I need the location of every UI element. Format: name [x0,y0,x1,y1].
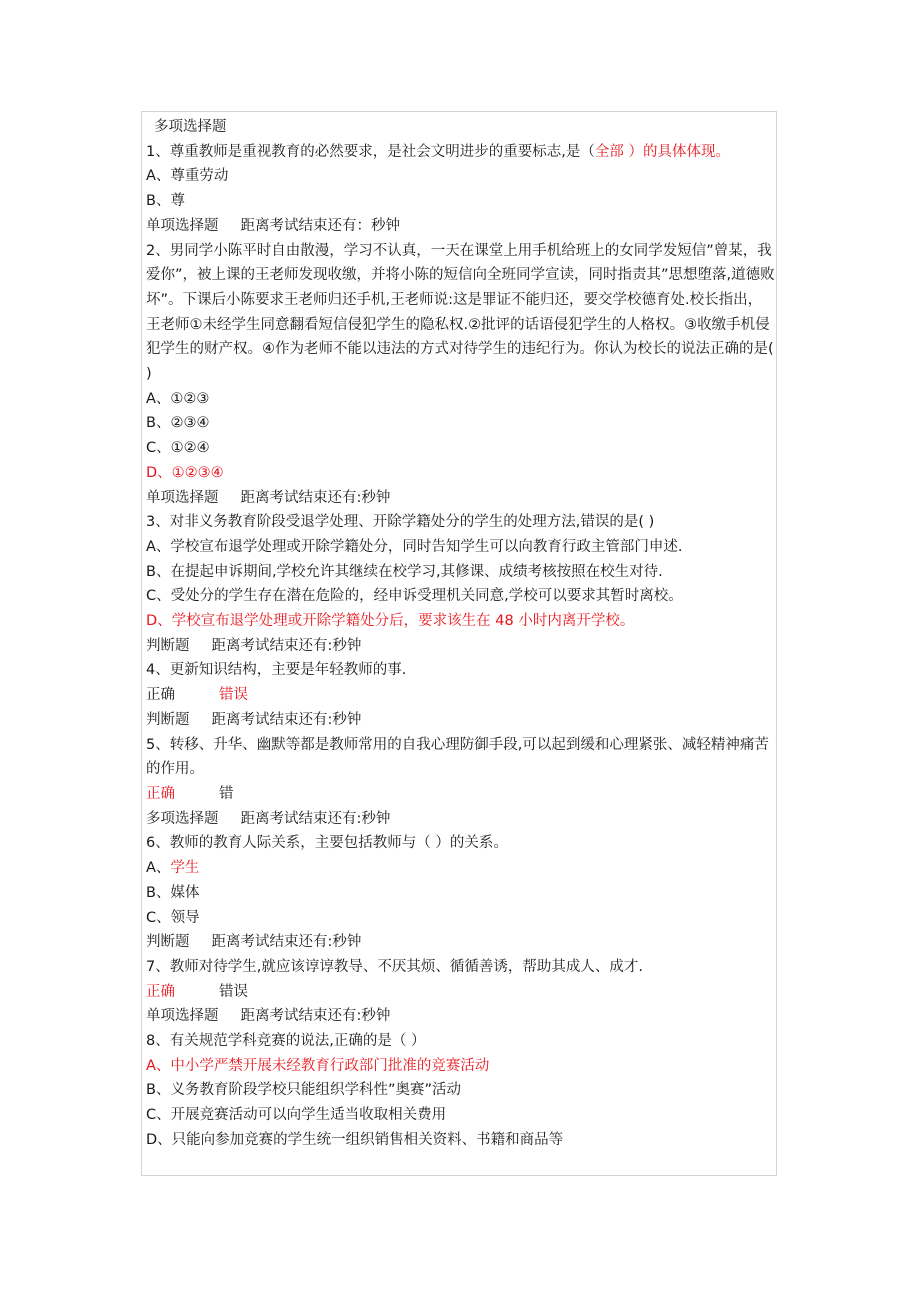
q7-stem: 7、教师对待学生,就应该谆谆教导、不厌其烦、循循善诱，帮助其成人、成才. [146,958,643,975]
q8-option-c: C、开展竞赛活动可以向学生适当收取相关费用 [146,1107,447,1124]
timer-text: 距离考试结束还有:秒钟 [240,489,391,506]
timer-text: 距离考试结束还有:秒钟 [240,1008,391,1025]
q3-option-c: C、受处分的学生存在潜在危险的，经申诉受理机关同意,学校可以要求其暂时离校。 [146,588,683,605]
q6-option-b: B、媒体 [146,884,200,901]
q1-option-a: A、尊重劳动 [146,168,229,185]
q1-stem-text: 1、尊重教师是重视教育的必然要求，是社会文明进步的重要标志,是（ [146,143,595,160]
question-type: 多项选择题 [146,810,219,827]
q4-option-true: 正确 [146,687,175,704]
q6-stem: 6、教师的教育人际关系，主要包括教师与（ ）的关系。 [146,835,508,852]
q5-option-false: 错 [219,785,234,802]
timer-text: 距离考试结束还有:秒钟 [211,637,362,654]
timer-row [146,708,776,733]
section-header: 多项选择题 [154,119,227,135]
q2-option-c: C、①②④ [146,440,210,457]
q2-option-b: B、②③④ [146,415,210,432]
q6-option-a [146,856,776,881]
question-type: 单项选择题 [146,1008,219,1025]
q3-stem: 3、对非义务教育阶段受退学处理、开除学籍处分的学生的处理方法,错误的是( ) [146,514,655,531]
timer-row [146,634,776,659]
q4-options [146,683,776,708]
q3-answer: D、学校宣布退学处理或开除学籍处分后，要求该生在 48 小时内离开学校。 [146,613,635,630]
q7-option-true: 正确 [146,983,175,1000]
q6-option-a-text: 学生 [170,860,200,877]
q4-option-false: 错误 [219,687,248,704]
q4-stem: 4、更新知识结构，主要是年轻教师的事. [146,662,407,679]
question-type: 单项选择题 [146,489,219,506]
q1-option-b: B、尊 [146,193,185,210]
q3-option-b: B、在提起申诉期间,学校允许其继续在校学习,其修课、成绩考核按照在校生对待. [146,563,663,580]
timer-row [146,1004,776,1029]
q5-option-true: 正确 [146,785,175,802]
q2-stem: 2、男同学小陈平时自由散漫，学习不认真，一天在课堂上用手机给班上的女同学发短信”曾某，我爱你”，被上课的王老师发现收缴，并将小陈的短信向全班同学宣读，同时指责其”思想堕落,道德败坏”。下课后小陈要求王老师归还手机,王老师说:这是罪证不能归还，要交学校德育处.校长指出，王老师①未经学生同意翻看短信侵犯学生的隐私权.②批评的话语侵犯学生的人格权。③收缴手机侵犯学生的财产权。④作为老师不能以违法的方式对待学生的违纪行为。你认为校长的说法正确的是( ) [146,242,775,383]
q8-option-b: B、义务教育阶段学校只能组织学科性”奥赛”活动 [146,1082,461,1099]
q7-option-false: 错误 [219,983,248,1000]
question-type: 判断题 [146,711,190,728]
q6-option-c: C、领导 [146,909,200,926]
question-type: 判断题 [146,637,190,654]
timer-row [146,807,776,832]
q1-answer: 全部 ）的具体体现。 [594,143,730,160]
q5-stem: 5、转移、升华、幽默等都是教师常用的自我心理防御手段,可以起到缓和心理紧张、减轻精神痛苦的作用。 [146,736,769,778]
timer-text: 距离考试结束还有：秒钟 [240,217,400,234]
timer-text: 距离考试结束还有:秒钟 [240,810,391,827]
timer-text: 距离考试结束还有:秒钟 [211,934,362,951]
timer-row [146,214,776,239]
exam-content [146,115,776,1153]
q3-option-a: A、学校宣布退学处理或开除学籍处分，同时告知学生可以向教育行政主管部门申述. [146,538,683,555]
q2-answer: D、①②③④ [146,464,224,481]
question-type: 判断题 [146,934,190,951]
timer-row [146,486,776,511]
q8-stem: 8、有关规范学科竞赛的说法,正确的是（ ） [146,1033,426,1050]
question-type: 单项选择题 [146,217,219,234]
q2-option-a: A、①②③ [146,390,210,407]
q1-stem [146,140,776,165]
timer-row [146,930,776,955]
q5-options [146,782,776,807]
q7-options [146,980,776,1005]
q8-answer: A、中小学严禁开展未经教育行政部门批准的竞赛活动 [146,1057,490,1074]
timer-text: 距离考试结束还有:秒钟 [211,711,362,728]
q8-option-d: D、只能向参加竞赛的学生统一组织销售相关资料、书籍和商品等 [146,1131,564,1148]
q6-option-a-prefix: A、 [146,860,171,877]
